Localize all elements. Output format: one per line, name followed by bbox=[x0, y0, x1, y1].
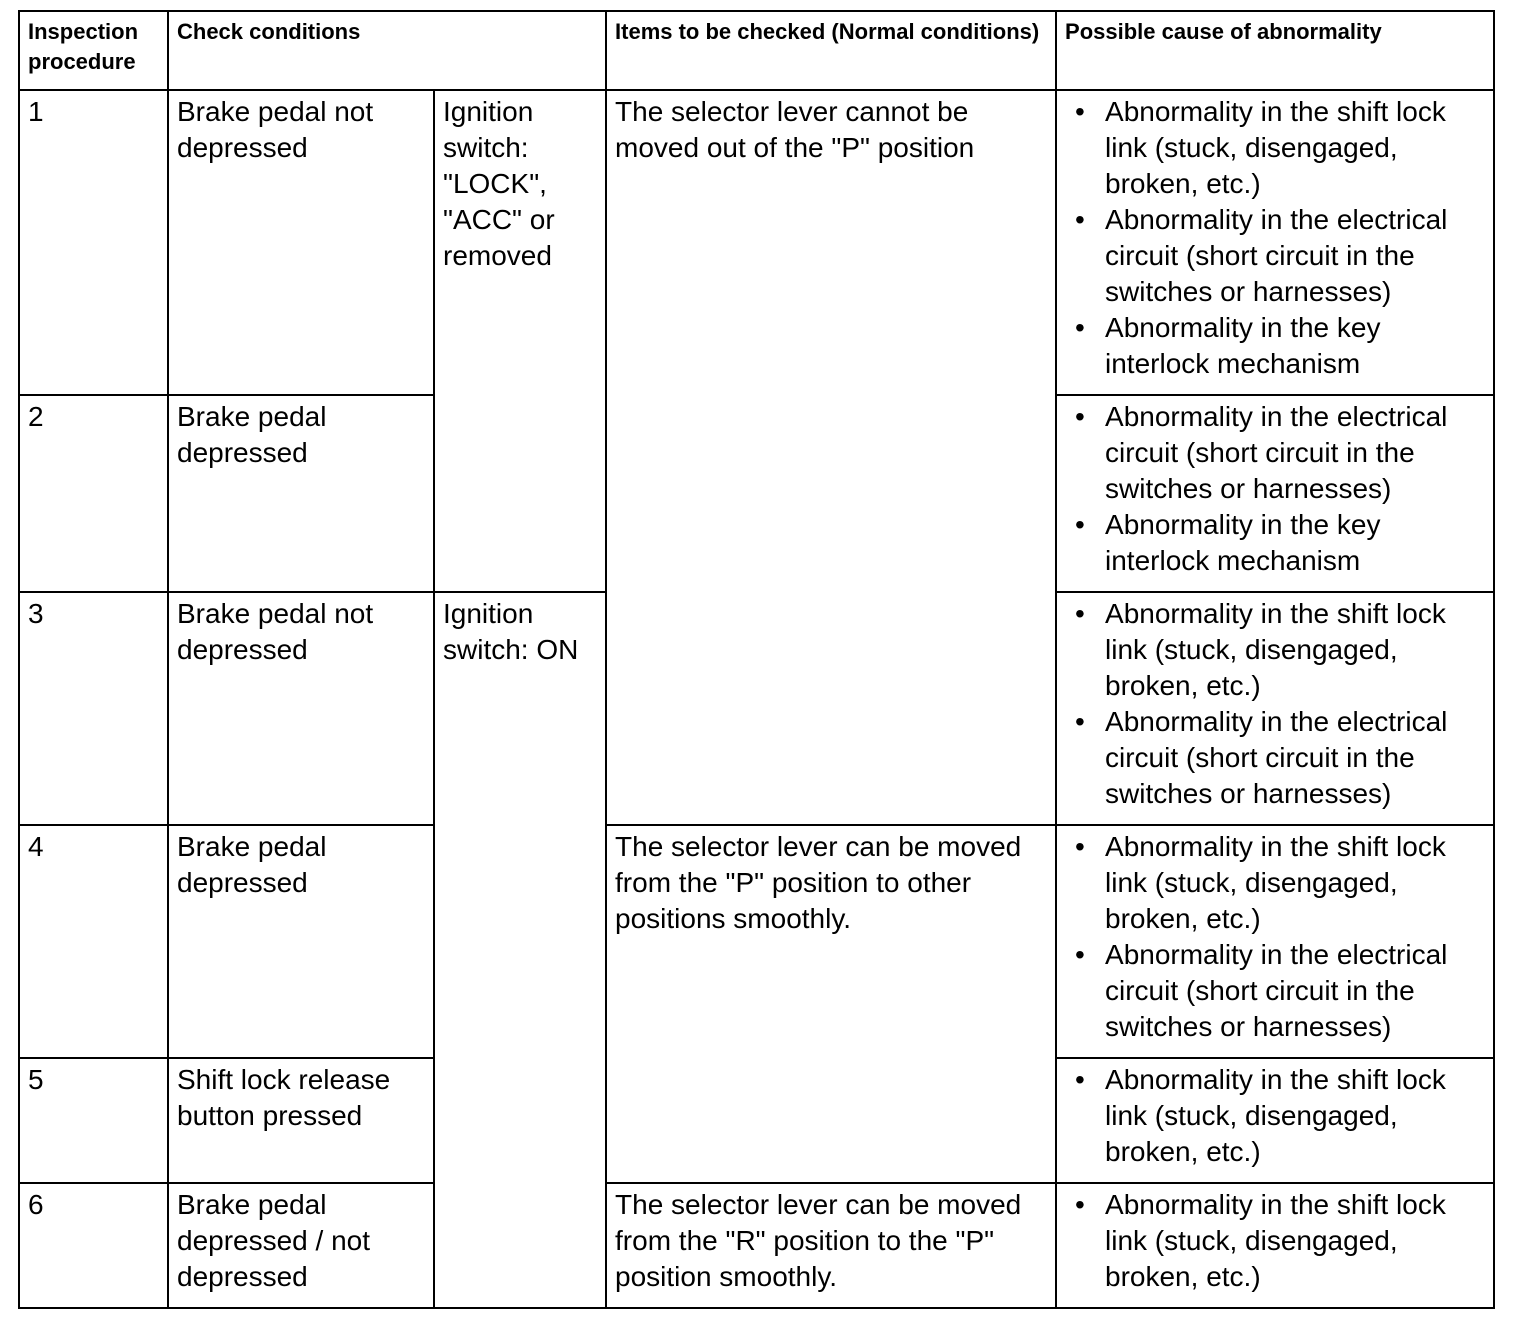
procedure-number: 1 bbox=[19, 90, 168, 395]
list-item bbox=[1065, 829, 1487, 937]
causes-cell bbox=[1056, 1183, 1494, 1308]
brake-condition: Brake pedal depressed bbox=[168, 825, 434, 1058]
causes-cell bbox=[1056, 592, 1494, 825]
brake-condition: Brake pedal depressed bbox=[168, 395, 434, 592]
list-item bbox=[1065, 507, 1487, 579]
cause-list bbox=[1065, 1187, 1487, 1295]
item-move-from-r: The selector lever can be moved from the "R" position to the "P" position smoothly. bbox=[606, 1183, 1056, 1308]
brake-condition: Brake pedal not depressed bbox=[168, 90, 434, 395]
cause-list bbox=[1065, 399, 1487, 579]
cause-list bbox=[1065, 596, 1487, 812]
header-items-to-be-checked: Items to be checked (Normal conditions) bbox=[606, 11, 1056, 90]
bullet-icon: • bbox=[1075, 509, 1085, 540]
item-cannot-move-from-p: The selector lever cannot be moved out of the "P" position bbox=[606, 90, 1056, 825]
cause-text: Abnormality in the shift lock link (stuck, disengaged, broken, etc.) bbox=[1105, 831, 1446, 934]
table-row bbox=[19, 90, 1494, 395]
table-row bbox=[19, 825, 1494, 1058]
item-move-from-p: The selector lever can be moved from the "P" position to other positions smoothly. bbox=[606, 825, 1056, 1183]
table-row bbox=[19, 1183, 1494, 1308]
list-item bbox=[1065, 202, 1487, 310]
inspection-table bbox=[18, 10, 1495, 1309]
cause-list bbox=[1065, 94, 1487, 382]
bullet-icon: • bbox=[1075, 706, 1085, 737]
brake-condition: Brake pedal not depressed bbox=[168, 592, 434, 825]
bullet-icon: • bbox=[1075, 96, 1085, 127]
brake-condition: Shift lock release button pressed bbox=[168, 1058, 434, 1183]
header-row bbox=[19, 11, 1494, 90]
ignition-condition-on: Ignition switch: ON bbox=[434, 592, 606, 1308]
bullet-icon: • bbox=[1075, 598, 1085, 629]
list-item bbox=[1065, 310, 1487, 382]
cause-text: Abnormality in the electrical circuit (short circuit in the switches or harnesses) bbox=[1105, 204, 1448, 307]
cause-text: Abnormality in the shift lock link (stuck, disengaged, broken, etc.) bbox=[1105, 1189, 1446, 1292]
header-check-conditions: Check conditions bbox=[168, 11, 606, 90]
cause-text: Abnormality in the shift lock link (stuck, disengaged, broken, etc.) bbox=[1105, 1064, 1446, 1167]
cause-list bbox=[1065, 829, 1487, 1045]
cause-list bbox=[1065, 1062, 1487, 1170]
procedure-number: 4 bbox=[19, 825, 168, 1058]
bullet-icon: • bbox=[1075, 939, 1085, 970]
procedure-number: 3 bbox=[19, 592, 168, 825]
ignition-condition-off: Ignition switch: "LOCK", "ACC" or removed bbox=[434, 90, 606, 592]
list-item bbox=[1065, 937, 1487, 1045]
list-item bbox=[1065, 1062, 1487, 1170]
cause-text: Abnormality in the shift lock link (stuck, disengaged, broken, etc.) bbox=[1105, 96, 1446, 199]
list-item bbox=[1065, 704, 1487, 812]
bullet-icon: • bbox=[1075, 401, 1085, 432]
brake-condition: Brake pedal depressed / not depressed bbox=[168, 1183, 434, 1308]
cause-text: Abnormality in the electrical circuit (short circuit in the switches or harnesses) bbox=[1105, 706, 1448, 809]
cause-text: Abnormality in the electrical circuit (short circuit in the switches or harnesses) bbox=[1105, 939, 1448, 1042]
bullet-icon: • bbox=[1075, 204, 1085, 235]
procedure-number: 2 bbox=[19, 395, 168, 592]
causes-cell bbox=[1056, 1058, 1494, 1183]
causes-cell bbox=[1056, 90, 1494, 395]
causes-cell bbox=[1056, 395, 1494, 592]
cause-text: Abnormality in the electrical circuit (short circuit in the switches or harnesses) bbox=[1105, 401, 1448, 504]
header-inspection-procedure: Inspection procedure bbox=[19, 11, 168, 90]
header-possible-cause: Possible cause of abnormality bbox=[1056, 11, 1494, 90]
procedure-number: 5 bbox=[19, 1058, 168, 1183]
bullet-icon: • bbox=[1075, 1189, 1085, 1220]
list-item bbox=[1065, 1187, 1487, 1295]
causes-cell bbox=[1056, 825, 1494, 1058]
list-item bbox=[1065, 596, 1487, 704]
bullet-icon: • bbox=[1075, 312, 1085, 343]
cause-text: Abnormality in the key interlock mechanism bbox=[1105, 312, 1381, 379]
cause-text: Abnormality in the key interlock mechanism bbox=[1105, 509, 1381, 576]
list-item bbox=[1065, 399, 1487, 507]
bullet-icon: • bbox=[1075, 831, 1085, 862]
cause-text: Abnormality in the shift lock link (stuck, disengaged, broken, etc.) bbox=[1105, 598, 1446, 701]
bullet-icon: • bbox=[1075, 1064, 1085, 1095]
procedure-number: 6 bbox=[19, 1183, 168, 1308]
list-item bbox=[1065, 94, 1487, 202]
